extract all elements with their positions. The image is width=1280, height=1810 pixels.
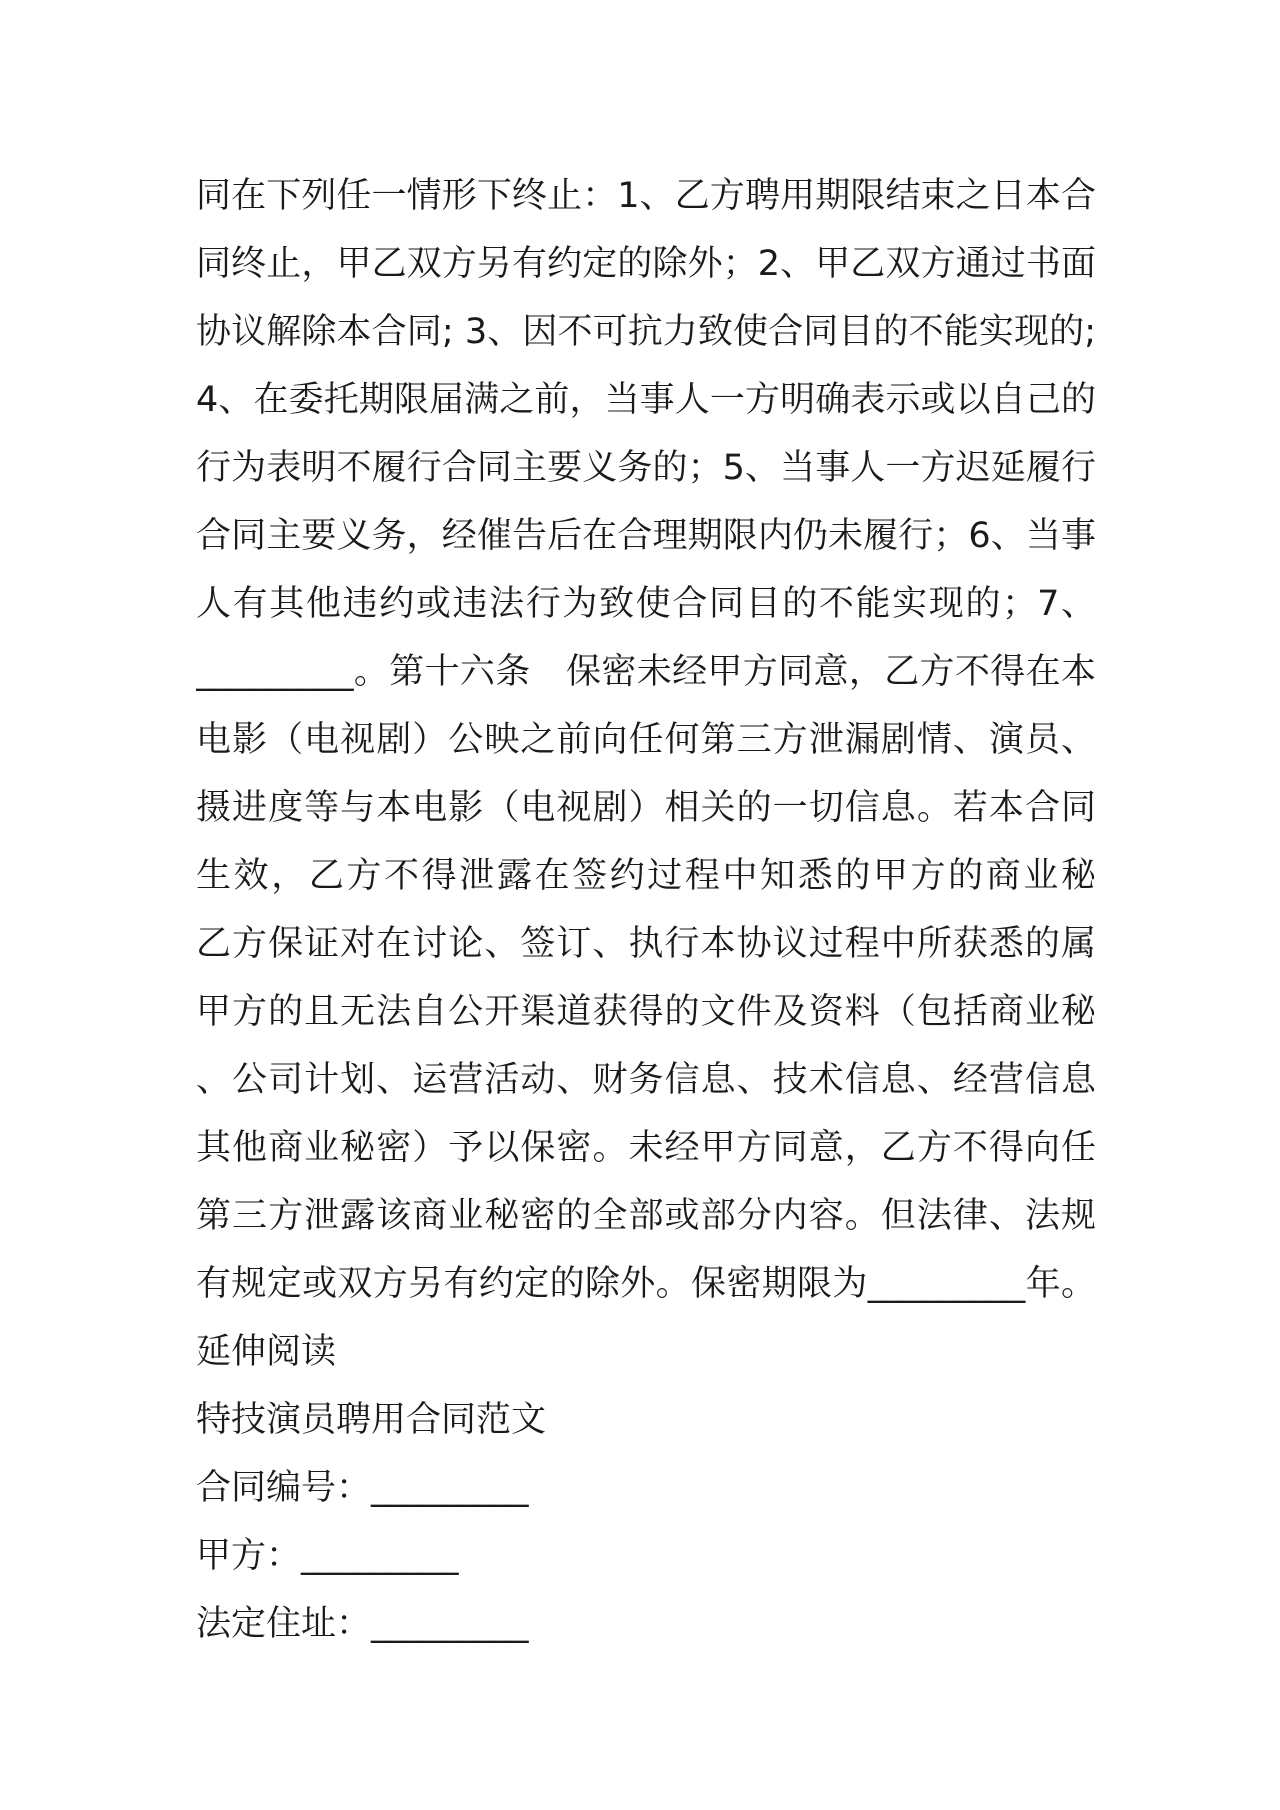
document-body [196,162,1096,1658]
paragraph-line-11: 生效，乙方不得泄露在签约过程中知悉的甲方的商业秘 [196,856,1096,896]
paragraph-line-2: 同终止，甲乙双方另有约定的除外；2、甲乙双方通过书面 [196,244,1096,284]
paragraph-line-10: 摄进度等与本电影（电视剧）相关的一切信息。若本合同 [196,788,1096,828]
paragraph-line-15: 其他商业秘密）予以保密。未经甲方同意，乙方不得向任 [196,1128,1096,1168]
paragraph-line-9: 电影（电视剧）公映之前向任何第三方泄漏剧情、演员、 [196,720,1096,760]
paragraph-line-4: 4、在委托期限届满之前，当事人一方明确表示或以自己的 [196,380,1096,420]
paragraph-line-6: 合同主要义务，经催告后在合理期限内仍未履行；6、当事 [196,516,1096,556]
paragraph-line-12: 乙方保证对在讨论、签订、执行本协议过程中所获悉的属 [196,924,1096,964]
paragraph-line-13: 甲方的且无法自公开渠道获得的文件及资料（包括商业秘 [196,992,1096,1032]
paragraph-line-5: 行为表明不履行合同主要义务的；5、当事人一方迟延履行 [196,448,1096,488]
paragraph-line-1: 同在下列任一情形下终止：1、乙方聘用期限结束之日本合 [196,176,1096,216]
paragraph-line-8: _________。第十六条 保密未经甲方同意，乙方不得在本 [196,652,1096,692]
paragraph-line-17: 有规定或双方另有约定的除外。保密期限为_________年。 [196,1264,1096,1304]
paragraph-line-3: 协议解除本合同; 3、因不可抗力致使合同目的不能实现的; [196,312,1096,352]
contract-number-field: 合同编号：_________ [196,1468,529,1508]
paragraph-line-7: 人有其他违约或违法行为致使合同目的不能实现的；7、 [196,584,1096,624]
paragraph-line-16: 第三方泄露该商业秘密的全部或部分内容。但法律、法规 [196,1196,1096,1236]
paragraph-line-14: 、公司计划、运营活动、财务信息、技术信息、经营信息 [196,1060,1096,1100]
document-title: 特技演员聘用合同范文 [196,1400,547,1440]
party-a-field: 甲方：_________ [196,1536,459,1576]
extended-reading-heading: 延伸阅读 [196,1332,337,1372]
legal-address-field: 法定住址：_________ [196,1604,529,1644]
